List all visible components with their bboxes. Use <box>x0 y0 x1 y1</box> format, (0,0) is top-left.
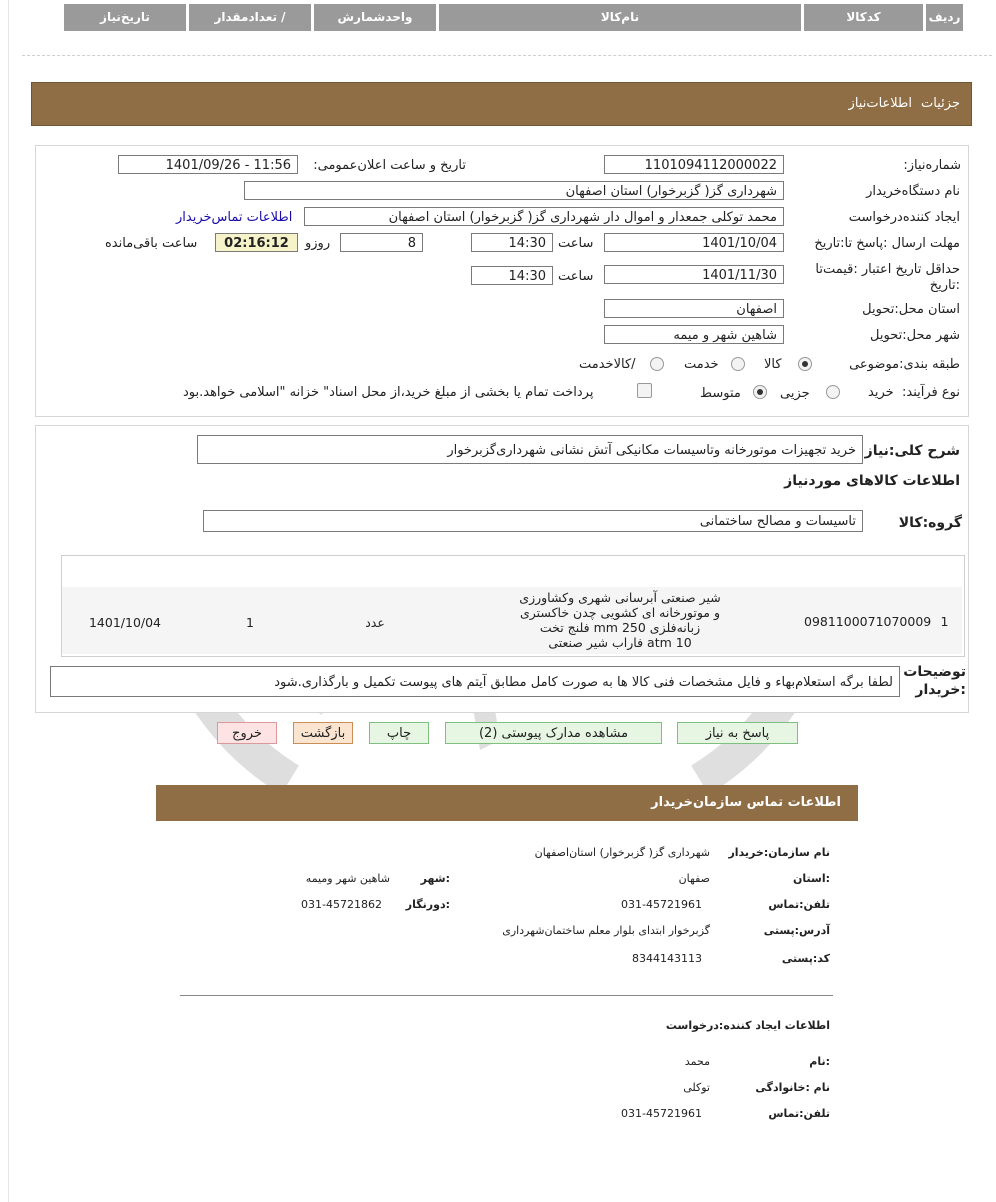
goods-group-field: تاسیسات و مصالح ساختمانی <box>203 510 863 532</box>
top-header-bar <box>31 82 972 126</box>
contact-org-value: شهرداری گز( گزبرخوار) استان‌اصفهان <box>534 846 710 859</box>
contact-province-value: صفهان <box>678 872 710 885</box>
category-both-radio[interactable] <box>650 357 664 371</box>
contact-fax-label: :دورنگار <box>405 898 450 911</box>
col-header-name: نام‌کالا <box>439 4 801 31</box>
col-header-unit: واحدشمارش <box>314 4 436 31</box>
requester-label: ایجاد کننده‌درخواست <box>848 210 960 225</box>
creator-name-value: محمد <box>684 1055 710 1068</box>
process-partial-radio[interactable] <box>826 385 840 399</box>
remaining-label: ساعت باقی‌مانده <box>105 236 198 251</box>
validity-time-field: 14:30 <box>471 266 553 285</box>
creator-title: اطلاعات ایجاد کننده:درخواست <box>665 1019 830 1032</box>
city-label: شهر محل:تحویل <box>870 328 960 343</box>
requester-field: محمد توکلی جمعدار و اموال دار شهرداری گز( گزبرخوار) استان اصفهان <box>304 207 784 226</box>
buyer-notes-field: لطفا برگه استعلام‌بهاء و فایل مشخصات فنی کالا ها به صورت کامل مطابق آیتم های پیوست تکمیل و بارگذاری.شود <box>50 666 900 697</box>
buyer-contact-link[interactable]: اطلاعات تماس‌خریدار <box>176 210 293 225</box>
contact-fax-value: 031-45721862 <box>301 898 382 911</box>
treasury-payment-checkbox[interactable] <box>637 383 652 398</box>
buyer-org-label: نام دستگاه‌خریدار <box>866 184 960 199</box>
deadline-label: مهلت ارسال :پاسخ تا:تاریخ <box>814 236 960 251</box>
col-header-date: تاریخ‌نیاز <box>64 4 186 31</box>
tab-need-info[interactable]: اطلاعات‌نیاز <box>848 96 912 111</box>
contact-postal-value: 8344143113 <box>632 952 702 965</box>
description-field: خرید تجهیزات موتورخانه وتاسیسات مکانیکی آتش نشانی شهرداری‌گزبرخوار <box>197 435 863 464</box>
contact-address-value: گزبرخوار ابتدای بلوار معلم ساختمان‌شهرداری <box>502 924 710 937</box>
days-label: روزو <box>305 236 331 251</box>
deadline-hour-label: ساعت <box>558 236 594 251</box>
reply-button[interactable]: پاسخ به نیاز <box>677 722 798 744</box>
process-partial-label: جزیی <box>780 386 810 401</box>
need-number-field: 1101094112000022 <box>604 155 784 174</box>
province-label: استان محل:تحویل <box>862 302 960 317</box>
process-medium-radio[interactable] <box>753 385 767 399</box>
row-index: 1 <box>940 614 949 629</box>
contact-province-label: :استان <box>793 872 830 885</box>
col-header-code: کدکالا <box>804 4 923 31</box>
contact-header-bar <box>156 785 858 821</box>
contact-city-value: شاهین شهر ومیمه <box>305 872 390 885</box>
contact-title: اطلاعات تماس سازمان‌خریدار <box>651 795 841 810</box>
creator-name-label: :نام <box>809 1055 830 1068</box>
tab-details[interactable]: جزئیات <box>921 96 960 111</box>
contact-address-label: آدرس:پستی <box>763 924 830 937</box>
deadline-time-field: 14:30 <box>471 233 553 252</box>
contact-divider <box>180 995 833 996</box>
city-field: شاهین شهر و میمه <box>604 325 784 344</box>
treasury-payment-note: پرداخت تمام یا بخشی از مبلغ خرید،از محل اسناد" خزانه "اسلامی خواهد.بود <box>183 385 594 400</box>
contact-phone-label: تلفن:تماس <box>768 898 830 911</box>
col-header-index: ردیف <box>926 4 963 31</box>
description-label: شرح کلی:نیاز <box>864 443 960 459</box>
row-qty: 1 <box>246 615 254 630</box>
creator-family-value: توکلی <box>683 1081 710 1094</box>
province-field: اصفهان <box>604 299 784 318</box>
process-type-label: خرید <box>868 385 894 400</box>
creator-phone-label: تلفن:تماس <box>768 1107 830 1120</box>
category-service-radio[interactable] <box>731 357 745 371</box>
announce-field: 1401/09/26 - 11:56 <box>118 155 298 174</box>
category-goods-radio[interactable] <box>798 357 812 371</box>
remaining-time-field: 02:16:12 <box>215 233 298 252</box>
process-medium-label: متوسط <box>700 386 741 401</box>
creator-phone-value: 031-45721961 <box>621 1107 702 1120</box>
contact-phone-value: 031-45721961 <box>621 898 702 911</box>
row-date: 1401/10/04 <box>88 615 162 630</box>
row-unit: عدد <box>365 615 385 630</box>
contact-org-label: نام سازمان:خریدار <box>728 846 830 859</box>
print-button[interactable]: چاپ <box>369 722 429 744</box>
row-name: شیر صنعتی آبرسانی شهری وکشاورزی و موتورخانه ای کشویی چدن خاکستری زبانه‌فلزی 250 mm فلنج تخت 10 atm فاراب شیر صنعتی <box>519 590 721 650</box>
announce-label: تاریخ و ساعت اعلان‌عمومی: <box>313 158 466 173</box>
buyer-notes-label-2: :خریدار <box>915 682 966 698</box>
category-goods-label: کالا <box>764 357 782 372</box>
creator-family-label: نام :خانوادگی <box>755 1081 830 1094</box>
need-number-label: شماره‌نیاز: <box>903 158 961 173</box>
goods-group-label: گروه:کالا <box>898 515 962 531</box>
buyer-notes-label-1: توضیحات <box>903 664 966 680</box>
category-both-label: /کالاخدمت <box>579 357 636 372</box>
validity-label-2: :تاریخ <box>929 278 960 293</box>
validity-label-1: حداقل تاریخ اعتبار :قیمت‌تا <box>815 262 960 277</box>
back-button[interactable]: بازگشت <box>293 722 353 744</box>
days-field: 8 <box>340 233 423 252</box>
category-label: طبقه بندی:موضوعی <box>849 357 960 372</box>
validity-hour-label: ساعت <box>558 269 594 284</box>
goods-info-title: اطلاعات کالاهای موردنیاز <box>784 473 960 489</box>
deadline-date-field: 1401/10/04 <box>604 233 784 252</box>
validity-date-field: 1401/11/30 <box>604 265 784 284</box>
contact-postal-label: کد:پستی <box>781 952 830 965</box>
contact-city-label: :شهر <box>420 872 450 885</box>
category-service-label: خدمت <box>684 357 719 372</box>
row-code: 0981100071070009 <box>804 614 932 629</box>
process-label: نوع فرآیند: <box>902 385 960 400</box>
attachments-button[interactable]: مشاهده مدارک پیوستی (2) <box>445 722 662 744</box>
buyer-org-field: شهرداری گز( گزبرخوار) استان اصفهان <box>244 181 784 200</box>
col-header-qty: / تعدادمقدار <box>189 4 311 31</box>
exit-button[interactable]: خروج <box>217 722 277 744</box>
